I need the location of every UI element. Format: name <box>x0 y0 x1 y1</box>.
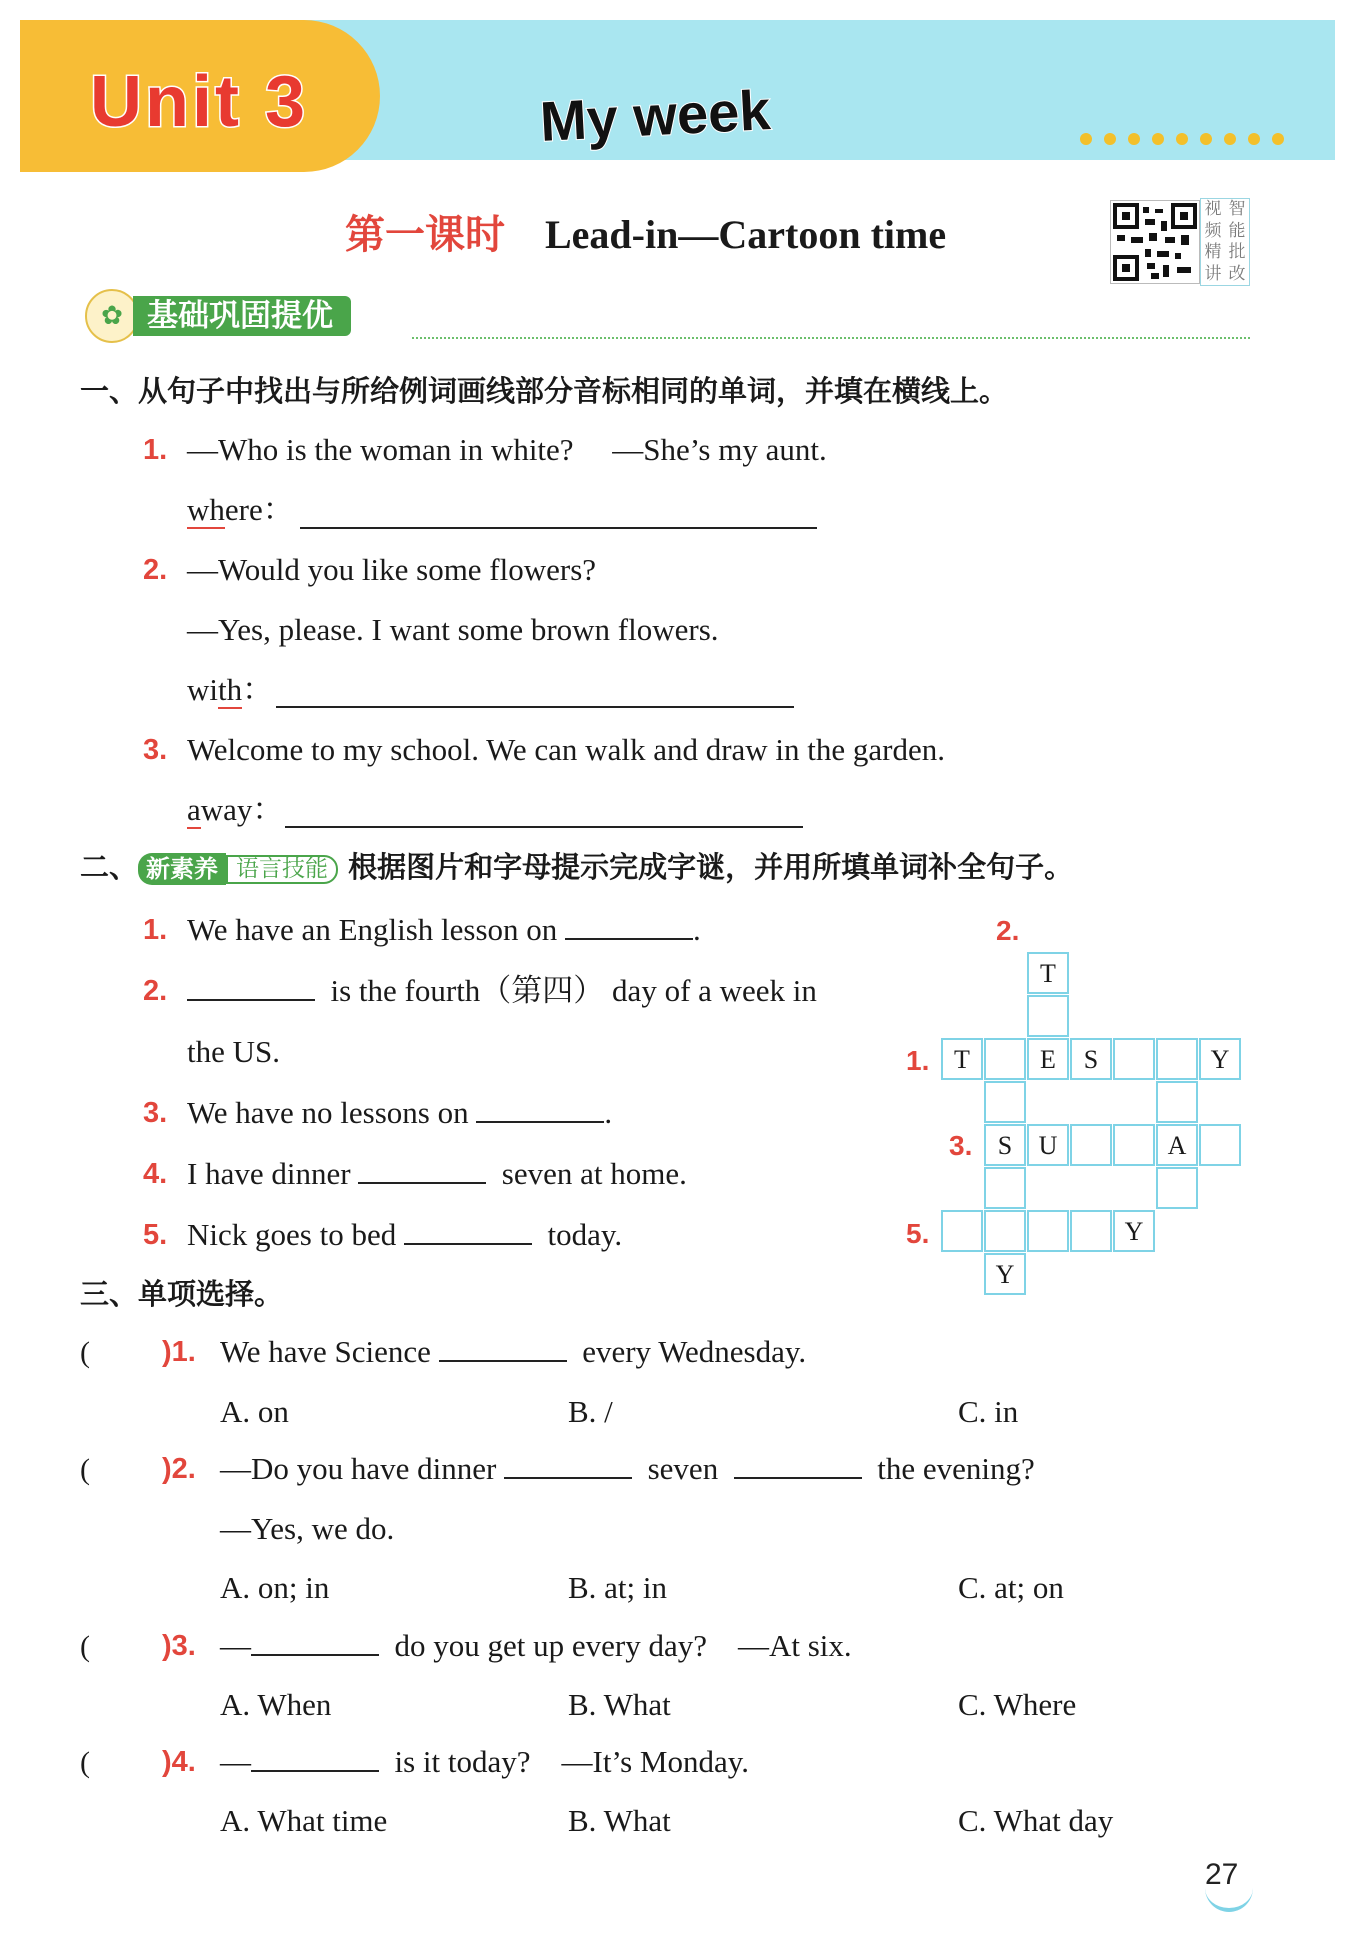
page-number-decoration <box>1205 1888 1253 1912</box>
option[interactable]: B. / <box>568 1394 613 1429</box>
s2-item2-number: 2. <box>143 975 168 1007</box>
crossword-cell[interactable]: T <box>1027 952 1069 994</box>
badge-label: 基础巩固提优 <box>133 296 351 336</box>
s2-item2-text2: the US. <box>187 1034 280 1069</box>
option[interactable]: A. When <box>220 1687 332 1722</box>
crossword-cell[interactable]: S <box>1070 1038 1112 1080</box>
s2-item2-text <box>187 975 817 1006</box>
lesson-number: 第一课时 <box>345 211 505 258</box>
page-number: 27 <box>1205 1858 1239 1891</box>
unit-subtitle: My week <box>538 78 772 153</box>
s2-item5-text <box>187 1219 622 1250</box>
answer-blank[interactable] <box>300 527 817 529</box>
qr-char: 批 <box>1228 242 1246 262</box>
sentence-part: Nick goes to bed <box>187 1217 397 1252</box>
option[interactable]: C. What day <box>958 1803 1114 1838</box>
answer-blank[interactable] <box>251 1654 379 1656</box>
lesson-title <box>345 211 947 258</box>
crossword-cell[interactable]: A <box>1156 1124 1198 1166</box>
crossword-cell[interactable] <box>1070 1124 1112 1166</box>
answer-blank[interactable] <box>276 706 794 708</box>
s1-item3-number: 3. <box>143 734 168 766</box>
sentence-part: We have no lessons on <box>187 1095 469 1130</box>
crossword-cell[interactable] <box>984 1038 1026 1080</box>
s1-item2-text: —Would you like some flowers? <box>187 552 597 587</box>
crossword-cell[interactable]: Y <box>1199 1038 1241 1080</box>
crossword-cell[interactable] <box>1156 1038 1198 1080</box>
s1-item3-text: Welcome to my school. We can walk and draw in the garden. <box>187 732 946 767</box>
crossword-clue-3: 3. <box>949 1130 973 1161</box>
stem-part: — <box>220 1628 251 1663</box>
crossword-cell[interactable] <box>1027 995 1069 1037</box>
option[interactable]: C. at; on <box>958 1570 1064 1605</box>
answer-blank[interactable] <box>358 1182 486 1184</box>
answer-bracket[interactable]: ( <box>80 1453 90 1486</box>
s1-item2-text2: —Yes, please. I want some brown flowers. <box>187 612 719 647</box>
stem-part: We have Science <box>220 1334 431 1369</box>
option[interactable]: B. What <box>568 1687 671 1722</box>
section2-instruction: 根据图片和字母提示完成字谜，并用所填单词补全句子。 <box>348 850 1074 884</box>
option[interactable]: B. at; in <box>568 1570 668 1605</box>
sentence-part: seven at home. <box>501 1156 687 1191</box>
qr-char: 改 <box>1228 263 1246 284</box>
crossword-cell[interactable] <box>1113 1038 1155 1080</box>
answer-blank[interactable] <box>285 826 803 828</box>
section1-heading: 一、从句子中找出与所给例词画线部分音标相同的单词，并填在横线上。 <box>80 374 1009 408</box>
s2-item1-text <box>187 914 701 945</box>
crossword-cell[interactable] <box>1199 1124 1241 1166</box>
qr-char: 精 <box>1204 242 1222 262</box>
option[interactable]: C. Where <box>958 1687 1077 1722</box>
crossword-clue-5: 5. <box>906 1218 930 1249</box>
answer-bracket[interactable]: ( <box>80 1630 90 1663</box>
s1-item1-text: —Who is the woman in white? —She’s my aunt. <box>187 432 827 467</box>
option[interactable]: A. on <box>220 1394 289 1429</box>
s2-item5-number: 5. <box>143 1219 168 1251</box>
s1-item2-word <box>187 674 273 705</box>
answer-blank[interactable] <box>404 1243 532 1245</box>
s1-item1-number: 1. <box>143 434 168 466</box>
section3-heading: 三、单项选择。 <box>80 1277 284 1311</box>
sentence-part: is the fourth（第四） day of a week in <box>330 973 817 1008</box>
crossword-clue-2: 2. <box>996 915 1020 946</box>
crossword-cell[interactable] <box>941 1210 983 1252</box>
crossword-cell[interactable]: E <box>1027 1038 1069 1080</box>
crossword-cell[interactable] <box>1156 1167 1198 1209</box>
stem-part: seven <box>647 1451 719 1486</box>
answer-blank[interactable] <box>476 1121 604 1123</box>
s2-item3-number: 3. <box>143 1097 168 1129</box>
qr-code[interactable] <box>1110 200 1200 284</box>
crossword-cell[interactable]: Y <box>984 1253 1026 1295</box>
q1-stem <box>220 1336 806 1367</box>
word-part: wi <box>187 672 218 707</box>
crossword-cell[interactable]: Y <box>1113 1210 1155 1252</box>
sentence-part: today. <box>547 1217 623 1252</box>
crossword-cell[interactable]: T <box>941 1038 983 1080</box>
q4-stem <box>220 1746 749 1777</box>
s1-item2-number: 2. <box>143 554 168 586</box>
q2-reply: —Yes, we do. <box>220 1511 395 1546</box>
q1-number: )1. <box>162 1336 196 1368</box>
answer-blank[interactable] <box>504 1477 632 1479</box>
answer-blank[interactable] <box>187 999 315 1001</box>
word-part: way： <box>200 792 284 827</box>
crossword-cell[interactable]: U <box>1027 1124 1069 1166</box>
s1-item1-word <box>187 494 294 525</box>
qr-char: 能 <box>1228 220 1246 241</box>
s2-item1-number: 1. <box>143 914 168 946</box>
qr-char: 视 <box>1204 199 1222 219</box>
s2-item4-text <box>187 1158 687 1189</box>
sentence-part: I have dinner <box>187 1156 351 1191</box>
answer-blank[interactable] <box>565 938 693 940</box>
stem-part: —Do you have dinner <box>220 1451 497 1486</box>
crossword-cell[interactable] <box>1113 1124 1155 1166</box>
stem-part: the evening? <box>877 1451 1035 1486</box>
crossword-cell[interactable] <box>984 1210 1026 1252</box>
decorative-dots <box>1080 133 1284 147</box>
qr-caption <box>1200 198 1250 286</box>
section-badge <box>85 295 351 337</box>
stem-part: do you get up every day? —At six. <box>394 1628 852 1663</box>
word-part: ere： <box>224 492 294 527</box>
q4-number: )4. <box>162 1746 196 1778</box>
lesson-name: Lead-in—Cartoon time <box>545 212 947 257</box>
stem-part: is it today? —It’s Monday. <box>394 1744 749 1779</box>
qr-char: 讲 <box>1204 263 1222 284</box>
crossword-cell[interactable]: S <box>984 1124 1026 1166</box>
s1-item3-word <box>187 794 283 825</box>
sentence-part: . <box>693 912 701 947</box>
crossword-cell[interactable] <box>1156 1081 1198 1123</box>
option[interactable]: B. What <box>568 1803 671 1838</box>
crossword-cell[interactable] <box>1070 1210 1112 1252</box>
unit-title: Unit 3 <box>90 62 309 142</box>
q3-stem <box>220 1630 852 1661</box>
sentence-part: . <box>604 1095 613 1130</box>
underlined-part: th <box>218 672 243 707</box>
crossword-cell[interactable] <box>1027 1210 1069 1252</box>
q3-number: )3. <box>162 1630 196 1662</box>
qr-char: 智 <box>1228 199 1246 219</box>
q2-stem <box>220 1453 1035 1484</box>
answer-bracket[interactable]: ( <box>80 1746 90 1779</box>
s2-item4-number: 4. <box>143 1158 168 1190</box>
underlined-part: a <box>187 792 201 827</box>
crossword-cell[interactable] <box>984 1167 1026 1209</box>
option[interactable]: A. What time <box>220 1803 388 1838</box>
crossword-cell[interactable] <box>984 1081 1026 1123</box>
option[interactable]: A. on; in <box>220 1570 330 1605</box>
s2-item3-text <box>187 1097 612 1128</box>
option[interactable]: C. in <box>958 1394 1019 1429</box>
word-part: ： <box>242 672 274 707</box>
tag-new-literacy: 新素养 <box>138 853 226 885</box>
lightbulb-icon: ✿ <box>85 289 139 343</box>
stem-part: every Wednesday. <box>582 1334 807 1369</box>
answer-blank[interactable] <box>251 1770 379 1772</box>
dotted-divider <box>412 337 1250 339</box>
tag-language-skills: 语言技能 <box>226 855 338 884</box>
qr-char: 频 <box>1204 220 1222 241</box>
answer-bracket[interactable]: ( <box>80 1336 90 1369</box>
section-number: 二、 <box>80 850 139 884</box>
sentence-part: We have an English lesson on <box>187 912 558 947</box>
stem-part: — <box>220 1744 251 1779</box>
underlined-part: wh <box>187 492 225 527</box>
crossword-clue-1: 1. <box>906 1045 930 1076</box>
answer-blank[interactable] <box>439 1360 567 1362</box>
section2-heading <box>80 850 1074 885</box>
answer-blank[interactable] <box>734 1477 862 1479</box>
q2-number: )2. <box>162 1453 196 1485</box>
